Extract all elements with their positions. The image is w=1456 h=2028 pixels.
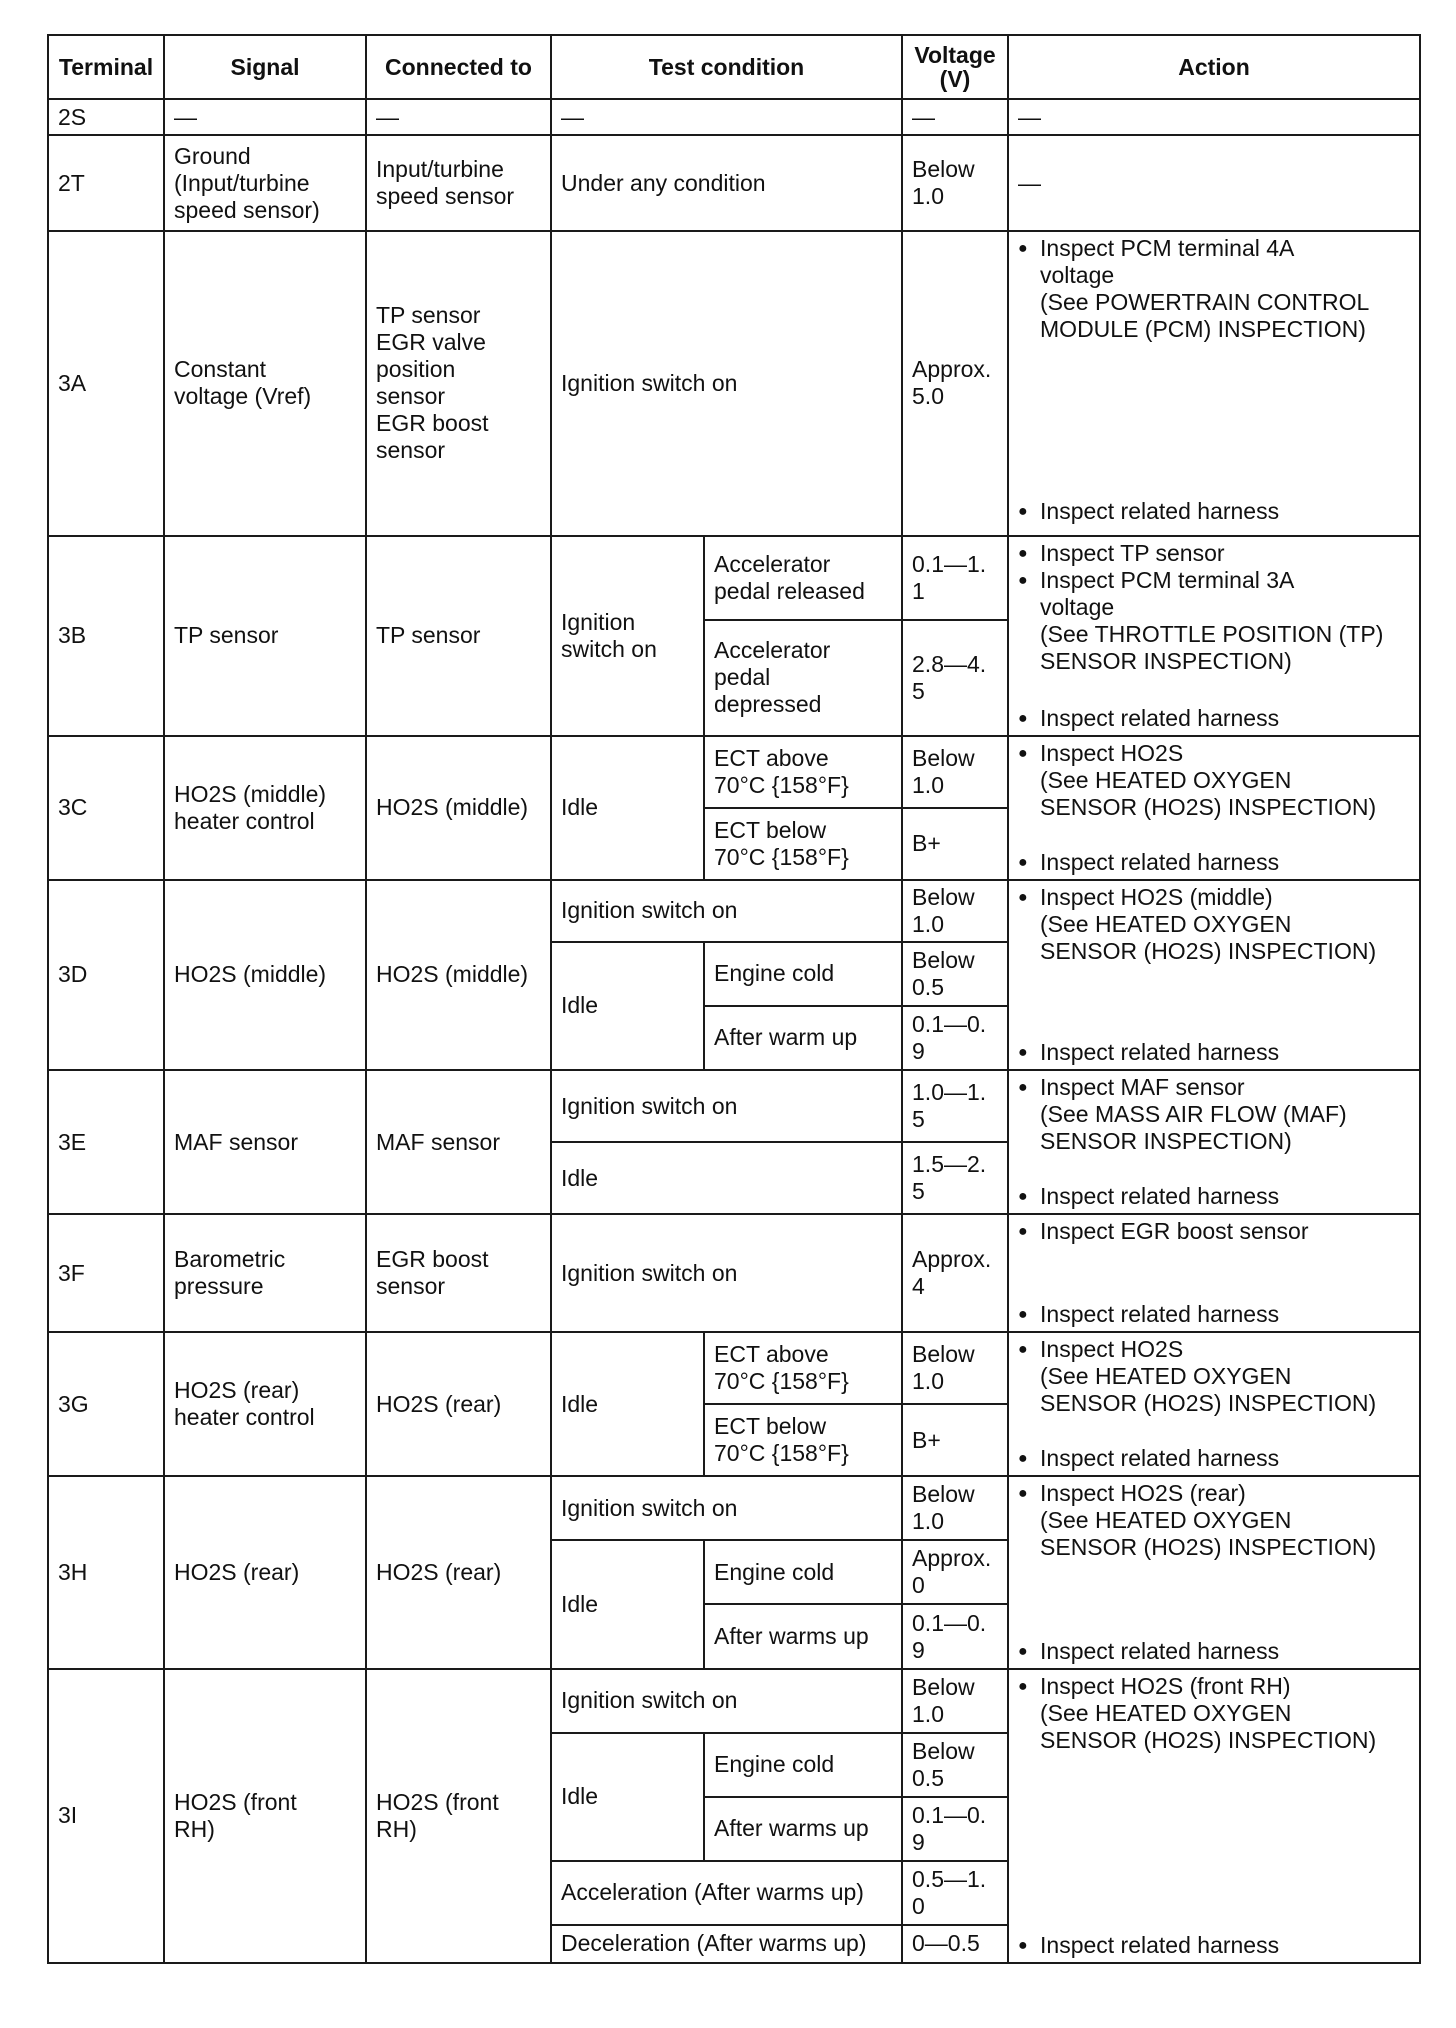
signal-cell: HO2S (front RH) bbox=[164, 1669, 366, 1963]
bullet-icon: ● bbox=[1018, 544, 1028, 562]
action-item: Inspect HO2S (front RH) bbox=[1040, 1672, 1291, 1699]
bullet-icon: ● bbox=[1018, 1341, 1028, 1359]
condition-cell: — bbox=[551, 99, 902, 135]
table-row bbox=[48, 135, 1420, 231]
table-row bbox=[48, 231, 1420, 535]
terminal-cell: 3B bbox=[48, 536, 164, 736]
action-cell bbox=[1008, 1476, 1420, 1668]
voltage-cell: B+ bbox=[902, 808, 1008, 880]
table-row bbox=[48, 1476, 1420, 1540]
terminal-cell: 3H bbox=[48, 1476, 164, 1668]
action-note: (See HEATED OXYGEN SENSOR (HO2S) INSPECTION) bbox=[1040, 766, 1377, 820]
action-item: Inspect related harness bbox=[1040, 1932, 1280, 1958]
terminal-cell: 3D bbox=[48, 880, 164, 1070]
voltage-cell: 0.1—1. 1 bbox=[902, 536, 1008, 620]
condition-cell: Idle bbox=[551, 1540, 704, 1668]
condition-cell: Deceleration (After warms up) bbox=[551, 1925, 902, 1963]
voltage-cell: Approx. 5.0 bbox=[902, 231, 1008, 535]
action-note: (See HEATED OXYGEN SENSOR (HO2S) INSPECTION) bbox=[1040, 910, 1377, 964]
bullet-icon: ● bbox=[1018, 1937, 1028, 1954]
table-row bbox=[48, 1332, 1420, 1404]
table-row bbox=[48, 99, 1420, 135]
action-item: Inspect related harness bbox=[1040, 1637, 1280, 1664]
voltage-cell: Below 1.0 bbox=[902, 736, 1008, 808]
condition-cell: Under any condition bbox=[551, 135, 902, 231]
bullet-icon: ● bbox=[1018, 888, 1028, 906]
action-item: Inspect EGR boost sensor bbox=[1040, 1218, 1309, 1245]
action-note: (See HEATED OXYGEN SENSOR (HO2S) INSPECTION) bbox=[1040, 1363, 1377, 1417]
bullet-icon: ● bbox=[1018, 1306, 1028, 1324]
signal-cell: Barometric pressure bbox=[164, 1214, 366, 1332]
condition-cell: Ignition switch on bbox=[551, 1070, 902, 1142]
terminal-cell: 2T bbox=[48, 135, 164, 231]
bullet-icon: ● bbox=[1018, 1642, 1028, 1660]
subcondition-cell: Accelerator pedal released bbox=[704, 536, 902, 620]
connected-cell: HO2S (middle) bbox=[366, 736, 551, 880]
action-note: (See HEATED OXYGEN SENSOR (HO2S) INSPECTION) bbox=[1040, 1699, 1377, 1753]
header-test-condition: Test condition bbox=[551, 35, 902, 99]
bullet-icon: ● bbox=[1018, 1188, 1028, 1206]
pcm-terminal-table bbox=[47, 34, 1421, 1964]
subcondition-cell: Accelerator pedal depressed bbox=[704, 620, 902, 736]
table-row bbox=[48, 736, 1420, 808]
connected-cell: HO2S (middle) bbox=[366, 880, 551, 1070]
signal-cell: MAF sensor bbox=[164, 1070, 366, 1214]
bullet-icon: ● bbox=[1018, 1485, 1028, 1503]
header-action: Action bbox=[1008, 35, 1420, 99]
condition-cell: Idle bbox=[551, 1733, 704, 1861]
action-item: Inspect MAF sensor bbox=[1040, 1074, 1245, 1100]
subcondition-cell: Engine cold bbox=[704, 942, 902, 1006]
action-item: Inspect HO2S (middle) bbox=[1040, 883, 1273, 910]
voltage-cell: 0.1—0. 9 bbox=[902, 1604, 1008, 1668]
signal-cell: HO2S (middle) heater control bbox=[164, 736, 366, 880]
connected-cell: TP sensor EGR valve position sensor EGR boost sensor bbox=[366, 231, 551, 535]
header-row bbox=[48, 35, 1420, 99]
condition-cell: Ignition switch on bbox=[551, 1669, 902, 1733]
terminal-cell: 3G bbox=[48, 1332, 164, 1476]
bullet-icon: ● bbox=[1018, 503, 1028, 521]
terminal-cell: 2S bbox=[48, 99, 164, 135]
voltage-cell: Below 1.0 bbox=[902, 880, 1008, 942]
connected-cell: MAF sensor bbox=[366, 1070, 551, 1214]
action-cell bbox=[1008, 1332, 1420, 1476]
action-item: Inspect PCM terminal 4A voltage bbox=[1040, 235, 1295, 289]
connected-cell: HO2S (rear) bbox=[366, 1332, 551, 1476]
connected-cell: — bbox=[366, 99, 551, 135]
header-connected-to: Connected to bbox=[366, 35, 551, 99]
subcondition-cell: After warms up bbox=[704, 1604, 902, 1668]
connected-cell: HO2S (rear) bbox=[366, 1476, 551, 1668]
action-cell bbox=[1008, 880, 1420, 1070]
action-item: Inspect related harness bbox=[1040, 1039, 1280, 1065]
voltage-cell: 0.1—0. 9 bbox=[902, 1006, 1008, 1070]
signal-cell: Ground (Input/turbine speed sensor) bbox=[164, 135, 366, 231]
condition-cell: Ignition switch on bbox=[551, 880, 902, 942]
bullet-icon: ● bbox=[1018, 240, 1028, 258]
bullet-icon: ● bbox=[1018, 744, 1028, 762]
table-row bbox=[48, 880, 1420, 942]
subcondition-cell: ECT above 70°C {158°F} bbox=[704, 1332, 902, 1404]
subcondition-cell: After warm up bbox=[704, 1006, 902, 1070]
signal-cell: — bbox=[164, 99, 366, 135]
signal-cell: HO2S (rear) bbox=[164, 1476, 366, 1668]
condition-cell: Acceleration (After warms up) bbox=[551, 1861, 902, 1925]
action-item: Inspect related harness bbox=[1040, 1183, 1280, 1210]
header-terminal: Terminal bbox=[48, 35, 164, 99]
bullet-icon: ● bbox=[1018, 1079, 1028, 1096]
action-item: Inspect related harness bbox=[1040, 848, 1280, 875]
subcondition-cell: ECT below 70°C {158°F} bbox=[704, 808, 902, 880]
bullet-icon: ● bbox=[1018, 709, 1028, 727]
action-item: Inspect TP sensor bbox=[1040, 539, 1225, 566]
condition-cell: Ignition switch on bbox=[551, 1214, 902, 1332]
condition-cell: Idle bbox=[551, 1332, 704, 1476]
action-item: Inspect HO2S bbox=[1040, 1336, 1184, 1363]
voltage-cell: B+ bbox=[902, 1404, 1008, 1476]
action-cell bbox=[1008, 536, 1420, 736]
signal-cell: HO2S (middle) bbox=[164, 880, 366, 1070]
voltage-cell: 0—0.5 bbox=[902, 1925, 1008, 1963]
condition-cell: Ignition switch on bbox=[551, 536, 704, 736]
table-row bbox=[48, 1070, 1420, 1142]
action-item: Inspect HO2S bbox=[1040, 739, 1184, 766]
subcondition-cell: ECT above 70°C {158°F} bbox=[704, 736, 902, 808]
terminal-cell: 3A bbox=[48, 231, 164, 535]
action-item: Inspect related harness bbox=[1040, 498, 1280, 525]
voltage-cell: Approx. 0 bbox=[902, 1540, 1008, 1604]
action-cell: — bbox=[1008, 99, 1420, 135]
signal-cell: HO2S (rear) heater control bbox=[164, 1332, 366, 1476]
signal-cell: Constant voltage (Vref) bbox=[164, 231, 366, 535]
action-item: Inspect PCM terminal 3A voltage bbox=[1040, 566, 1295, 620]
terminal-cell: 3F bbox=[48, 1214, 164, 1332]
bullet-icon: ● bbox=[1018, 1223, 1028, 1241]
voltage-cell: 0.1—0. 9 bbox=[902, 1797, 1008, 1861]
subcondition-cell: After warms up bbox=[704, 1797, 902, 1861]
condition-cell: Idle bbox=[551, 736, 704, 880]
action-cell: — bbox=[1008, 135, 1420, 231]
voltage-cell: Below 1.0 bbox=[902, 1669, 1008, 1733]
terminal-cell: 3C bbox=[48, 736, 164, 880]
connected-cell: EGR boost sensor bbox=[366, 1214, 551, 1332]
voltage-cell: Below 1.0 bbox=[902, 1332, 1008, 1404]
table-row bbox=[48, 536, 1420, 620]
action-cell bbox=[1008, 1214, 1420, 1332]
action-note: (See MASS AIR FLOW (MAF) SENSOR INSPECTION) bbox=[1040, 1101, 1347, 1154]
condition-cell: Ignition switch on bbox=[551, 1476, 902, 1540]
bullet-icon: ● bbox=[1018, 1044, 1028, 1061]
voltage-cell: Below 0.5 bbox=[902, 942, 1008, 1006]
voltage-cell: 0.5—1. 0 bbox=[902, 1861, 1008, 1925]
voltage-cell: 1.5—2. 5 bbox=[902, 1142, 1008, 1214]
condition-cell: Ignition switch on bbox=[551, 231, 902, 535]
connected-cell: HO2S (front RH) bbox=[366, 1669, 551, 1963]
bullet-icon: ● bbox=[1018, 853, 1028, 871]
voltage-cell: — bbox=[902, 99, 1008, 135]
action-item: Inspect related harness bbox=[1040, 1301, 1280, 1328]
action-cell bbox=[1008, 1070, 1420, 1214]
signal-cell: TP sensor bbox=[164, 536, 366, 736]
connected-cell: TP sensor bbox=[366, 536, 551, 736]
voltage-cell: Below 1.0 bbox=[902, 135, 1008, 231]
header-voltage: Voltage (V) bbox=[902, 35, 1008, 99]
condition-cell: Idle bbox=[551, 1142, 902, 1214]
voltage-cell: 2.8—4. 5 bbox=[902, 620, 1008, 736]
action-note: (See HEATED OXYGEN SENSOR (HO2S) INSPECTION) bbox=[1040, 1507, 1377, 1561]
table-row bbox=[48, 1669, 1420, 1733]
connected-cell: Input/turbine speed sensor bbox=[366, 135, 551, 231]
action-cell bbox=[1008, 736, 1420, 880]
action-cell bbox=[1008, 231, 1420, 535]
action-note: (See THROTTLE POSITION (TP) SENSOR INSPECTION) bbox=[1040, 620, 1384, 674]
voltage-cell: Below 1.0 bbox=[902, 1476, 1008, 1540]
bullet-icon: ● bbox=[1018, 571, 1028, 589]
subcondition-cell: Engine cold bbox=[704, 1540, 902, 1604]
voltage-cell: 1.0—1. 5 bbox=[902, 1070, 1008, 1142]
terminal-cell: 3I bbox=[48, 1669, 164, 1963]
bullet-icon: ● bbox=[1018, 1677, 1028, 1695]
action-cell bbox=[1008, 1669, 1420, 1963]
terminal-cell: 3E bbox=[48, 1070, 164, 1214]
action-item: Inspect related harness bbox=[1040, 704, 1280, 731]
bullet-icon: ● bbox=[1018, 1450, 1028, 1468]
action-note: (See POWERTRAIN CONTROL MODULE (PCM) INSPECTION) bbox=[1040, 289, 1370, 343]
condition-cell: Idle bbox=[551, 942, 704, 1070]
voltage-cell: Approx. 4 bbox=[902, 1214, 1008, 1332]
action-item: Inspect HO2S (rear) bbox=[1040, 1480, 1246, 1507]
subcondition-cell: Engine cold bbox=[704, 1733, 902, 1797]
subcondition-cell: ECT below 70°C {158°F} bbox=[704, 1404, 902, 1476]
action-item: Inspect related harness bbox=[1040, 1445, 1280, 1472]
table-row bbox=[48, 1214, 1420, 1332]
header-signal: Signal bbox=[164, 35, 366, 99]
voltage-cell: Below 0.5 bbox=[902, 1733, 1008, 1797]
